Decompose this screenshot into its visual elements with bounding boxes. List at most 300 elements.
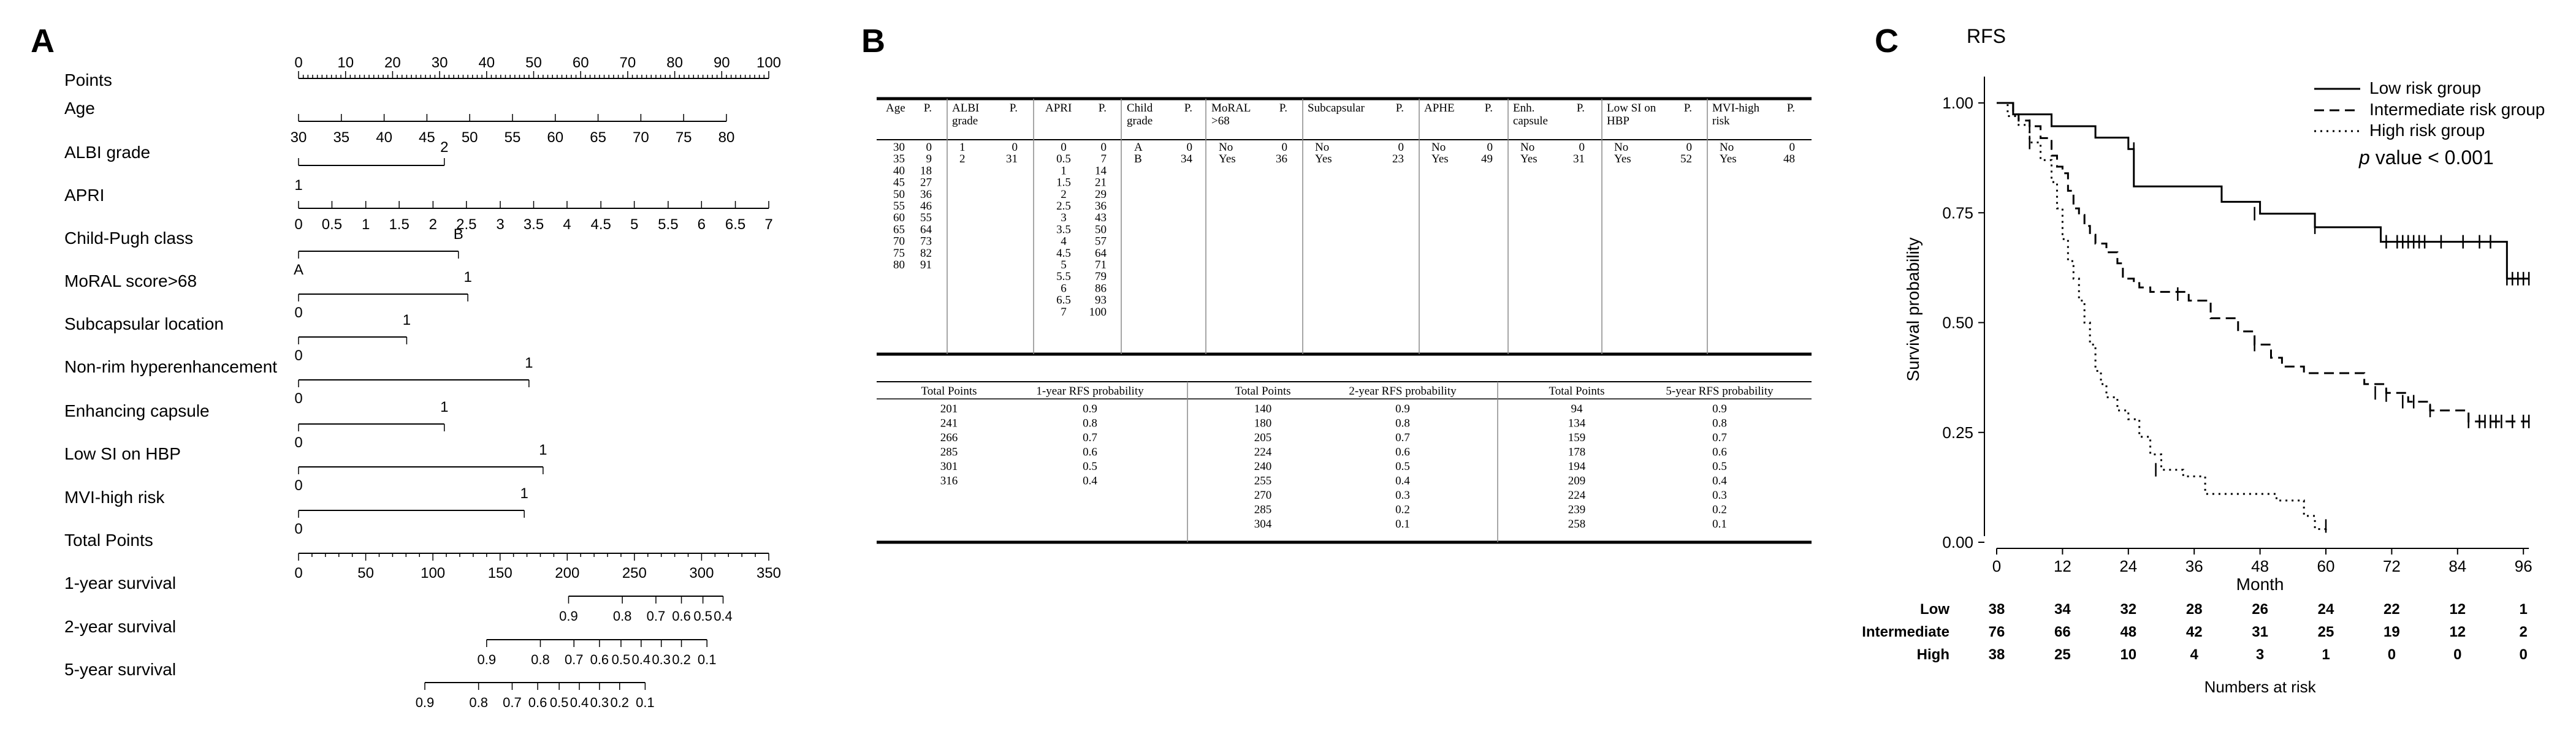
y-tick-label: 1.00 [1942,94,1973,113]
nomogram-row-tick-label: 55 [504,129,521,146]
total-points-tick-label: 50 [357,565,374,581]
risk-row-label: High [1916,646,1949,663]
nomogram-row-tick-label: 1 [362,216,370,233]
y-tick-label: 0.50 [1942,313,1973,332]
risk-row-value: 76 [1988,624,2005,640]
nomogram-row-tick-label: 0 [294,477,303,494]
nomogram-row-label: Enhancing capsule [64,401,210,420]
prob-table-probability: 0.6 [1712,445,1727,459]
table-col-header: Enh. [1513,102,1535,115]
nomogram-row-tick-label: 1 [440,399,449,415]
prob-table-total: 301 [940,460,958,473]
prob-table-probability: 0.8 [1712,417,1727,430]
table-col-header: ALBI [952,102,980,115]
nomogram-row-tick-label: 2.5 [456,216,477,233]
prob-table-probability: 0.1 [1712,518,1727,531]
points-tick-label: 60 [572,55,589,71]
table-cell-value: 4 [1061,235,1067,248]
prob-table-probability: 0.7 [1395,431,1410,444]
nomogram-row-tick-label: 1 [539,442,547,458]
nomogram-row-tick-label: 70 [633,129,649,146]
x-tick-label: 60 [2317,557,2335,575]
points-tick-label: 100 [756,55,782,71]
y-tick-label: 0.25 [1942,423,1973,442]
table-cell-points: 64 [920,223,932,237]
prob-table-header: 5-year RFS probability [1666,385,1774,398]
risk-row-value: 3 [2255,646,2265,663]
nomogram-row-label: Non-rim hyperenhancement [64,357,278,376]
nomogram-row-label: Age [64,99,95,118]
risk-row-value: 24 [2317,601,2334,618]
table-col-header: risk [1712,115,1730,127]
table-cell-value: Yes [1614,153,1631,166]
points-tick-label: 20 [384,55,401,71]
nomogram-row-tick-label: 5 [630,216,639,233]
prob-table-total: 201 [940,403,958,415]
table-col-header-points: P. [923,102,932,115]
nomogram-row-label: MVI-high risk [64,488,165,507]
survival-row-tick-label: 0.7 [503,695,522,710]
table-cell-value: Yes [1520,153,1538,166]
risk-row-value: 28 [2185,601,2203,618]
table-col-header: Low SI on [1607,102,1656,115]
prob-table-total: 159 [1568,431,1586,444]
prob-table-probability: 0.6 [1395,445,1410,459]
table-col-header-points: P. [1184,102,1192,115]
risk-row-value: 12 [2449,624,2466,640]
table-cell-value: 30 [893,141,905,154]
survival-row-tick-label: 0.9 [559,608,578,624]
nomogram-row-label: Subcapsular location [64,314,224,333]
table-col-header-points: P. [1395,102,1404,115]
survival-row-tick-label: 0.4 [570,695,589,710]
table-cell-points: 0 [1398,141,1404,154]
risk-row-value: 12 [2449,601,2466,618]
risk-row-value: 48 [2120,624,2137,640]
table-cell-value: 1.5 [1056,176,1071,189]
prob-table-probability: 0.5 [1712,460,1727,473]
table-cell-value: 5.5 [1056,270,1071,284]
table-cell-value: 0.5 [1056,153,1071,166]
table-cell-points: 46 [920,200,932,213]
points-tick-label: 70 [619,55,636,71]
prob-table-header: 1-year RFS probability [1036,385,1144,398]
nomogram-row-tick-label: 3 [496,216,505,233]
table-cell-points: 14 [1095,164,1107,178]
prob-table-total: 285 [940,445,958,459]
prob-table-total: 255 [1254,474,1272,488]
table-cell-value: 35 [893,153,905,166]
y-tick-label: 0.00 [1942,533,1973,551]
nomogram-row-label: APRI [64,186,105,205]
table-cell-value: 6 [1061,282,1067,295]
table-cell-points: 0 [1487,141,1493,154]
survival-row-tick-label: 0.7 [564,652,584,667]
y-axis-label: Survival probability [1903,237,1922,382]
table-cell-value: No [1520,141,1535,154]
prob-table-header: Total Points [1549,385,1605,398]
risk-row-value: 66 [2054,624,2071,640]
table-cell-points: 79 [1095,270,1107,284]
nomogram-row-tick-label: 0.5 [321,216,343,233]
table-col-header-points: P. [1279,102,1287,115]
risk-row-value: 38 [1988,601,2005,618]
nomogram-row-tick-label: 2 [429,216,438,233]
table-cell-points: 27 [920,176,932,189]
table-cell-value: Yes [1219,153,1236,166]
risk-row-value: 0 [2519,646,2528,663]
prob-table-probability: 0.5 [1083,460,1097,473]
prob-table-header: 2-year RFS probability [1349,385,1457,398]
table-col-header: HBP [1607,115,1629,127]
survival-row-tick-label: 0.6 [590,652,609,667]
prob-table-total: 258 [1568,518,1586,531]
nomogram-row-tick-label: 5.5 [658,216,679,233]
risk-row-value: 32 [2120,601,2137,618]
legend-entry: High risk group [2369,121,2485,140]
survival-row-tick-label: 0.9 [415,695,435,710]
nomogram-row-tick-label: 60 [547,129,564,146]
table-cell-points: 43 [1095,211,1107,225]
table-cell-value: No [1720,141,1734,154]
table-cell-value: 75 [893,246,905,260]
risk-row-label: Intermediate [1862,624,1949,640]
table-cell-points: 91 [920,259,932,271]
points-tick-label: 40 [478,55,495,71]
table-cell-points: 0 [1186,141,1192,154]
table-cell-value: Yes [1315,153,1332,166]
nomogram-row-tick-label: 30 [290,129,307,146]
table-cell-value: 1 [959,141,966,154]
table-cell-value: 7 [1061,305,1067,319]
survival-row-tick-label: 0.1 [636,695,655,710]
nomogram-row-tick-label: 2 [440,139,449,156]
total-points-tick-label: 250 [622,565,647,581]
table-cell-value: No [1315,141,1330,154]
table-cell-value: Yes [1431,153,1449,166]
table-col-header: Child [1127,102,1153,115]
survival-row-label: 5-year survival [64,660,177,679]
table-cell-points: 34 [1181,153,1192,166]
table-col-header-points: P. [1683,102,1692,115]
panel-label-c: C [1875,23,1899,59]
table-cell-points: 31 [1006,153,1018,166]
x-tick-label: 24 [2119,557,2138,575]
table-cell-points: 36 [1095,200,1107,213]
survival-row-tick-label: 0.9 [477,652,497,667]
total-points-tick-label: 300 [689,565,714,581]
prob-table-total: 266 [940,431,958,444]
prob-table-total: 180 [1254,417,1272,430]
survival-row-tick-label: 0.6 [672,608,691,624]
table-cell-value: B [1134,153,1142,166]
nomogram-row-tick-label: 50 [461,129,478,146]
legend-entry: Low risk group [2369,78,2482,97]
points-tick-label: 80 [666,55,683,71]
table-cell-value: 65 [893,223,905,237]
table-cell-points: 100 [1089,305,1107,319]
points-tick-label: 30 [431,55,448,71]
p-value-annotation [2358,146,2494,168]
table-cell-value: 70 [893,235,905,248]
table-cell-points: 93 [1095,293,1107,307]
total-points-tick-label: 150 [487,565,513,581]
prob-table-probability: 0.1 [1395,518,1410,531]
survival-row-tick-label: 0.3 [590,695,609,710]
prob-table-probability: 0.9 [1712,403,1727,415]
prob-table-probability: 0.7 [1083,431,1097,444]
prob-table-total: 140 [1254,403,1272,415]
table-cell-value: 6.5 [1056,293,1071,307]
panel-label-a: A [31,23,55,59]
risk-row-value: 26 [2252,601,2268,618]
survival-row-tick-label: 0.4 [714,608,733,624]
p-value-italic: p [2359,146,2370,168]
table-cell-points: 64 [1095,246,1107,260]
nomogram-row-tick-label: 40 [376,129,392,146]
table-col-header: grade [1127,115,1153,127]
table-col-header: APRI [1045,102,1072,115]
table-cell-value: 2 [1061,187,1067,201]
table-col-header: MoRAL [1211,102,1251,115]
legend-entry: Intermediate risk group [2369,100,2545,119]
table-cell-points: 7 [1100,153,1107,166]
prob-table-probability: 0.9 [1395,403,1410,415]
prob-table-probability: 0.5 [1395,460,1410,473]
nomogram-row-tick-label: 4.5 [590,216,611,233]
nomogram-row-tick-label: 6 [697,216,706,233]
survival-row-tick-label: 0.8 [531,652,550,667]
table-cell-points: 57 [1095,235,1107,248]
table-cell-points: 55 [920,211,932,225]
risk-row-value: 25 [2054,646,2071,663]
x-tick-label: 36 [2185,557,2203,575]
survival-row-tick-label: 0.3 [652,652,671,667]
table-cell-points: 48 [1783,153,1795,166]
prob-table-total: 224 [1254,445,1272,459]
prob-table-total: 241 [940,417,958,430]
table-cell-points: 36 [920,187,932,201]
prob-table-total: 194 [1568,460,1586,473]
risk-row-value: 1 [2519,601,2528,618]
table-col-header-points: P. [1009,102,1018,115]
nomogram-row-tick-label: 7 [764,216,773,233]
nomogram-row-label: Low SI on HBP [64,444,181,463]
table-cell-points: 0 [1012,141,1018,154]
table-col-header: APHE [1424,102,1455,115]
prob-table-header: Total Points [1235,385,1291,398]
points-table-panel [877,99,1812,542]
total-points-tick-label: 350 [756,565,782,581]
km-curve-panel [1862,25,2545,696]
x-tick-label: 84 [2448,557,2467,575]
prob-table-total: 134 [1568,417,1586,430]
prob-table-probability: 0.9 [1083,403,1097,415]
prob-table-total: 304 [1254,518,1272,531]
nomogram-row-tick-label: 80 [718,129,735,146]
prob-table-probability: 0.7 [1712,431,1727,444]
nomogram-row-tick-label: 35 [333,129,350,146]
prob-table-total: 239 [1568,503,1586,517]
table-cell-points: 0 [1281,141,1287,154]
x-tick-label: 0 [1992,557,2002,575]
table-cell-value: 0 [1061,141,1067,154]
table-cell-points: 31 [1573,153,1585,166]
risk-table-title: Numbers at risk [2204,678,2316,696]
table-col-header: capsule [1513,115,1548,127]
risk-row-value: 42 [2185,624,2203,640]
prob-table-total: 316 [940,474,958,488]
table-col-header: >68 [1211,115,1230,127]
survival-row-tick-label: 0.2 [672,652,691,667]
nomogram-row-tick-label: 65 [590,129,606,146]
risk-row-value: 10 [2120,646,2137,663]
prob-table-probability: 0.2 [1395,503,1410,517]
table-cell-value: 5 [1061,259,1067,271]
table-col-header-points: P. [1098,102,1107,115]
table-cell-points: 52 [1680,153,1692,166]
risk-row-label: Low [1920,601,1949,618]
table-cell-value: No [1431,141,1446,154]
table-cell-points: 86 [1095,282,1107,295]
prob-table-total: 224 [1568,489,1586,502]
risk-row-value: 31 [2252,624,2268,640]
survival-row-tick-label: 0.8 [612,608,632,624]
nomogram-row-tick-label: 0 [294,390,303,407]
table-cell-points: 50 [1095,223,1107,237]
table-col-header-points: P. [1786,102,1795,115]
nomogram-row-tick-label: A [293,262,304,278]
table-cell-value: 40 [893,164,905,178]
points-label: Points [64,70,112,89]
risk-row-value: 2 [2519,624,2528,640]
table-cell-points: 0 [1100,141,1107,154]
survival-row-label: 2-year survival [64,617,177,636]
table-cell-value: 3 [1061,211,1067,225]
table-cell-points: 23 [1392,153,1404,166]
table-cell-points: 9 [926,153,932,166]
prob-table-total: 178 [1568,445,1586,459]
x-tick-label: 12 [2053,557,2071,575]
nomogram-row-tick-label: 0 [294,347,303,364]
table-cell-points: 21 [1095,176,1107,189]
risk-row-value: 38 [1988,646,2005,663]
survival-row-label: 1-year survival [64,574,177,592]
table-cell-value: 60 [893,211,905,225]
survival-row-tick-label: 0.1 [697,652,717,667]
table-col-header: Subcapsular [1308,102,1365,115]
table-cell-value: No [1614,141,1629,154]
nomogram-row-tick-label: 0 [294,434,303,451]
nomogram-row-tick-label: B [453,226,463,243]
nomogram-row-tick-label: 1 [525,355,533,371]
table-cell-value: Yes [1720,153,1737,166]
nomogram-row-tick-label: 0 [294,216,303,233]
x-tick-label: 48 [2251,557,2269,575]
table-cell-value: 50 [893,187,905,201]
nomogram-panel [64,55,781,710]
total-points-tick-label: 200 [555,565,580,581]
prob-table-probability: 0.4 [1083,474,1097,488]
nomogram-row-tick-label: 0 [294,305,303,321]
prob-table-probability: 0.8 [1395,417,1410,430]
nomogram-row-tick-label: 3.5 [523,216,544,233]
points-tick-label: 10 [337,55,354,71]
prob-table-total: 270 [1254,489,1272,502]
points-tick-label: 90 [713,55,730,71]
table-cell-points: 36 [1276,153,1287,166]
table-col-header-points: P. [1484,102,1493,115]
survival-row-tick-label: 0.4 [631,652,651,667]
prob-table-probability: 0.2 [1712,503,1727,517]
table-cell-points: 0 [1686,141,1692,154]
prob-table-probability: 0.3 [1712,489,1727,502]
prob-table-probability: 0.3 [1395,489,1410,502]
table-cell-points: 82 [920,246,932,260]
chart-title: RFS [1967,25,2006,47]
prob-table-probability: 0.6 [1083,445,1097,459]
prob-table-total: 285 [1254,503,1272,517]
prob-table-probability: 0.8 [1083,417,1097,430]
table-cell-value: 55 [893,200,905,213]
nomogram-row-label: ALBI grade [64,143,151,162]
x-axis-label: Month [2236,575,2284,594]
table-cell-points: 49 [1481,153,1493,166]
nomogram-row-tick-label: 1 [520,485,528,502]
nomogram-row-tick-label: 0 [294,521,303,537]
nomogram-row-label: MoRAL score>68 [64,271,197,290]
nomogram-row-tick-label: 1 [402,312,411,328]
prob-table-probability: 0.4 [1395,474,1410,488]
p-value-text: value < 0.001 [2369,146,2494,168]
survival-row-tick-label: 0.5 [549,695,569,710]
risk-row-value: 0 [2387,646,2396,663]
km-series-line [1997,103,2326,529]
table-cell-value: 1 [1061,164,1067,178]
risk-row-value: 34 [2054,601,2071,618]
survival-row-tick-label: 0.7 [646,608,666,624]
table-col-header: MVI-high [1712,102,1760,115]
table-cell-points: 0 [1789,141,1795,154]
table-cell-points: 71 [1095,259,1107,271]
table-cell-value: 2 [959,153,966,166]
nomogram-row-tick-label: 4 [563,216,571,233]
nomogram-row-tick-label: 1 [294,177,303,194]
y-tick-label: 0.75 [1942,203,1973,222]
prob-table-total: 240 [1254,460,1272,473]
total-points-tick-label: 0 [294,565,303,581]
risk-row-value: 4 [2190,646,2198,663]
table-cell-value: 3.5 [1056,223,1071,237]
survival-row-tick-label: 0.6 [528,695,547,710]
risk-row-value: 22 [2384,601,2400,618]
table-col-header-points: P. [1576,102,1585,115]
nomogram-row-tick-label: 1 [463,269,472,286]
table-cell-points: 29 [1095,187,1107,201]
survival-row-tick-label: 0.2 [610,695,630,710]
survival-row-tick-label: 0.5 [693,608,712,624]
nomogram-row-tick-label: 1.5 [389,216,410,233]
x-tick-label: 72 [2382,557,2401,575]
table-cell-points: 18 [920,164,932,178]
nomogram-row-tick-label: 75 [675,129,692,146]
nomogram-row-tick-label: 45 [419,129,435,146]
prob-table-total: 209 [1568,474,1586,488]
table-cell-value: 80 [893,259,905,271]
table-cell-points: 0 [926,141,932,154]
table-col-header: grade [952,115,978,127]
prob-table-probability: 0.4 [1712,474,1727,488]
